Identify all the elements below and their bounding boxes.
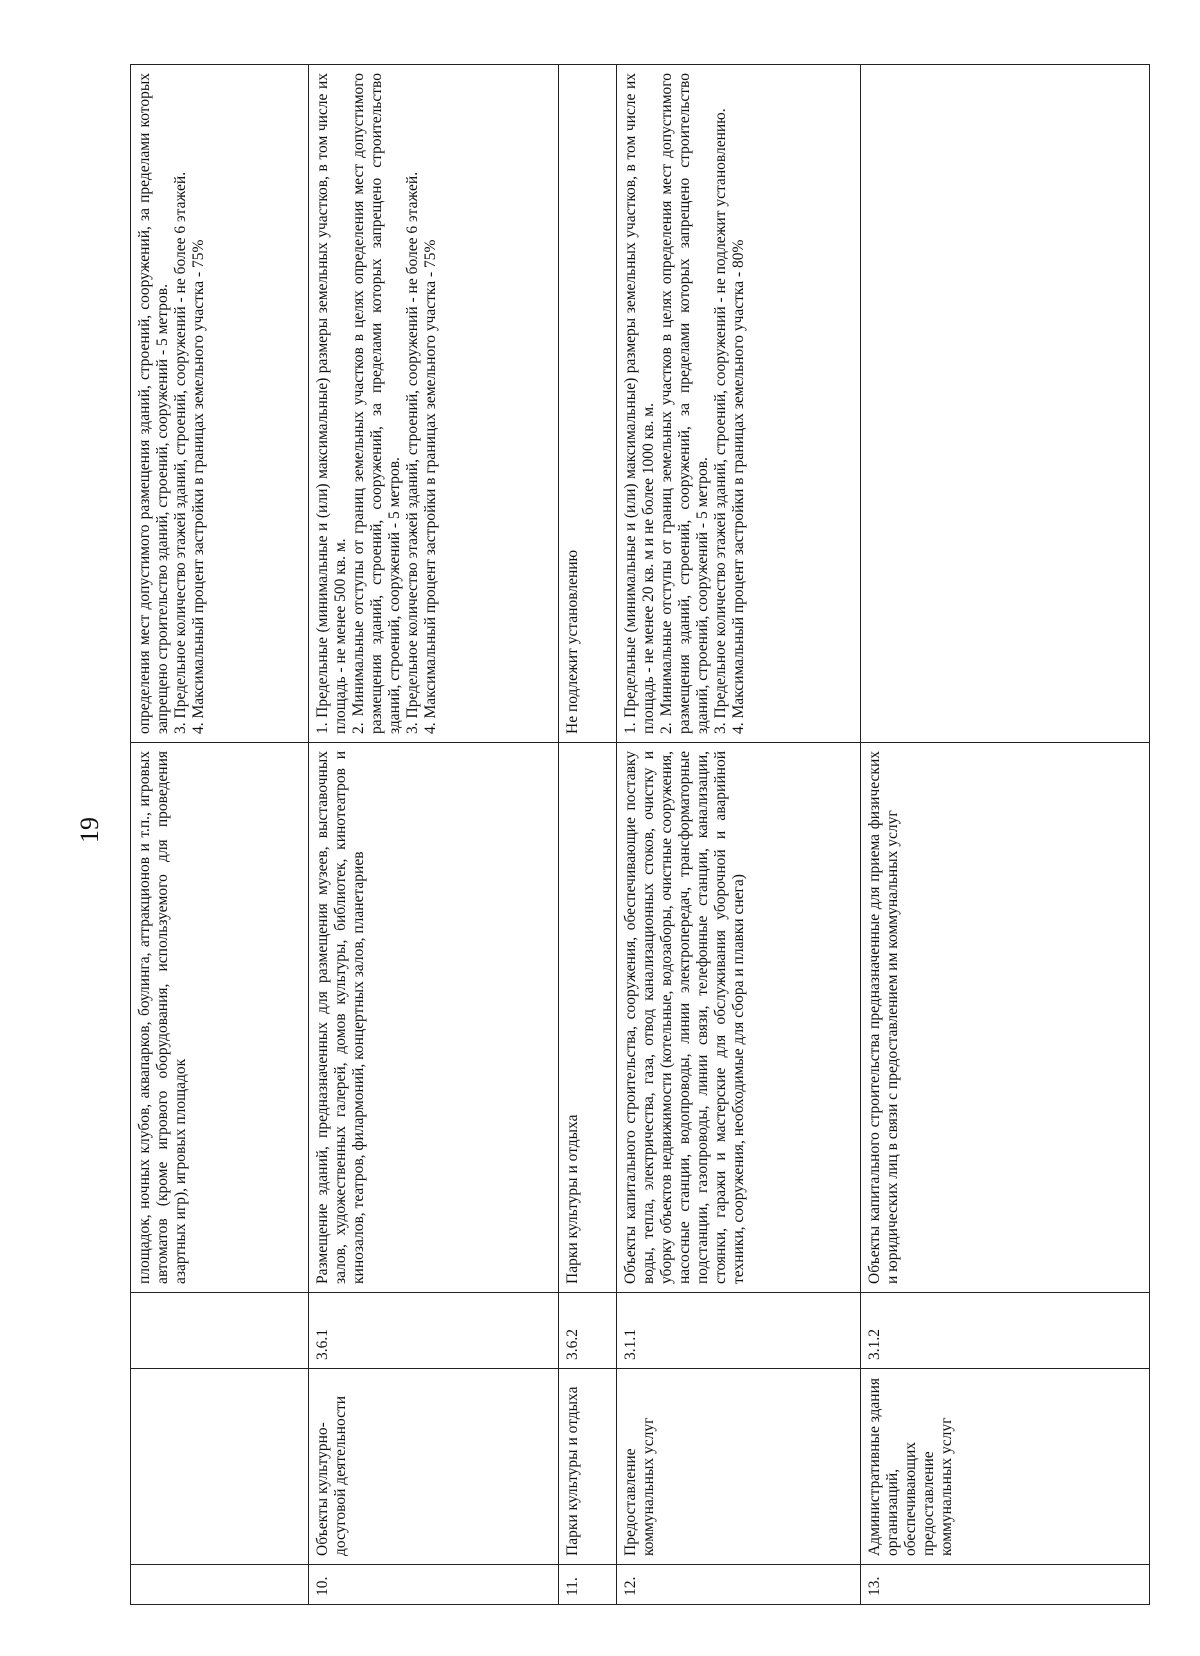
use-parameters <box>559 65 617 743</box>
use-code <box>131 1293 309 1369</box>
use-name <box>131 1369 309 1565</box>
parameter-line: 1. Предельные (минимальные и (или) максимальные) размеры земельных участков, в том числе их площадь - не менее 20 кв. м и не более 1000 кв. м. <box>622 73 657 734</box>
parameter-line: 3. Предельное количество этажей зданий, строений, сооружений - не подлежит установлению. <box>711 108 729 734</box>
use-parameters <box>861 65 1150 743</box>
parameter-line: 2. Минимальные отступы от границ земельных участков в целях определения мест допустимого размещения зданий, строений, сооружений, за пределами которых запрещено строительство зданий, строений, сооружений - 5 метров. <box>657 73 711 734</box>
use-parameters <box>617 65 861 743</box>
use-code: 3.6.2 <box>559 1293 617 1369</box>
use-name: Предоставление коммунальных услуг <box>617 1369 861 1565</box>
parameter-line: 3. Предельное количество этажей зданий, строений, сооружений - не более 6 этажей. <box>171 171 189 734</box>
parameter-line: 4. Максимальный процент застройки в границах земельного участка - 75% <box>189 239 207 734</box>
use-description: Объекты капитального строительства, сооружения, обеспечивающие поставку воды, тепла, электричества, газа, отвод канализационных стоков, очистку и уборку объектов недвижимости (котельные, водозаборы, очистные сооружения, насосные станции, водопроводы, линии электропередач, трансформаторные подстанции, газопроводы, линии связи, телефонные станции, канализации, стоянки, гаражи и мастерские для обслуживания уборочной и аварийной техники, сооружения, необходимые для сбора и плавки снега) <box>617 743 861 1293</box>
parameter-line: 4. Максимальный процент застройки в границах земельного участка - 75% <box>421 239 439 734</box>
use-parameters <box>309 65 559 743</box>
parameter-line: Не подлежит установлению <box>564 549 581 734</box>
row-number: 11. <box>559 1565 617 1605</box>
parameter-line: определения мест допустимого размещения зданий, строений, сооружений, за пределами которых запрещено строительство зданий, строений, сооружений - 5 метров. <box>136 73 171 734</box>
use-description: Парки культуры и отдыха <box>559 743 617 1293</box>
use-code: 3.1.1 <box>617 1293 861 1369</box>
use-description: площадок, ночных клубов, аквапарков, боулинга, аттракционов и т.п., игровых автоматов (кроме игрового оборудования, используемого для проведения азартных игр), игровых площадок <box>131 743 309 1293</box>
use-code: 3.6.1 <box>309 1293 559 1369</box>
table-row <box>309 65 559 1605</box>
table-row <box>559 65 617 1605</box>
use-name: Парки культуры и отдыха <box>559 1369 617 1565</box>
use-code: 3.1.2 <box>861 1293 1150 1369</box>
use-name: Объекты культурно-досуговой деятельности <box>309 1369 559 1565</box>
use-parameters <box>131 65 309 743</box>
row-number <box>131 1565 309 1605</box>
use-name: Административные здания организаций, обеспечивающих предоставление коммунальных услуг <box>861 1369 1150 1565</box>
parameter-line: 2. Минимальные отступы от границ земельных участков в целях определения мест допустимого размещения зданий, строений, сооружений, за пределами которых запрещено строительство зданий, строений, сооружений - 5 метров. <box>349 73 403 734</box>
table-row <box>617 65 861 1605</box>
table-row <box>131 65 309 1605</box>
zoning-table <box>130 64 1150 1605</box>
row-number: 12. <box>617 1565 861 1605</box>
parameter-line: 4. Максимальный процент застройки в границах земельного участка - 80% <box>729 239 747 734</box>
use-description: Объекты капитального строительства предназначенные для приема физических и юридических лиц в связи с предоставлением им коммунальных услуг <box>861 743 1150 1293</box>
page-number: 19 <box>75 817 104 843</box>
use-description: Размещение зданий, предназначенных для размещения музеев, выставочных залов, художественных галерей, домов культуры, библиотек, кинотеатров и кинозалов, театров, филармоний, концертных залов, планетариев <box>309 743 559 1293</box>
row-number: 13. <box>861 1565 1150 1605</box>
parameter-line: 1. Предельные (минимальные и (или) максимальные) размеры земельных участков, в том числе их площадь - не менее 500 кв. м. <box>314 73 349 734</box>
rotated-table-container <box>130 65 1150 1605</box>
row-number: 10. <box>309 1565 559 1605</box>
table-row <box>861 65 1150 1605</box>
parameter-line: 3. Предельное количество этажей зданий, строений, сооружений - не более 6 этажей. <box>403 171 421 734</box>
